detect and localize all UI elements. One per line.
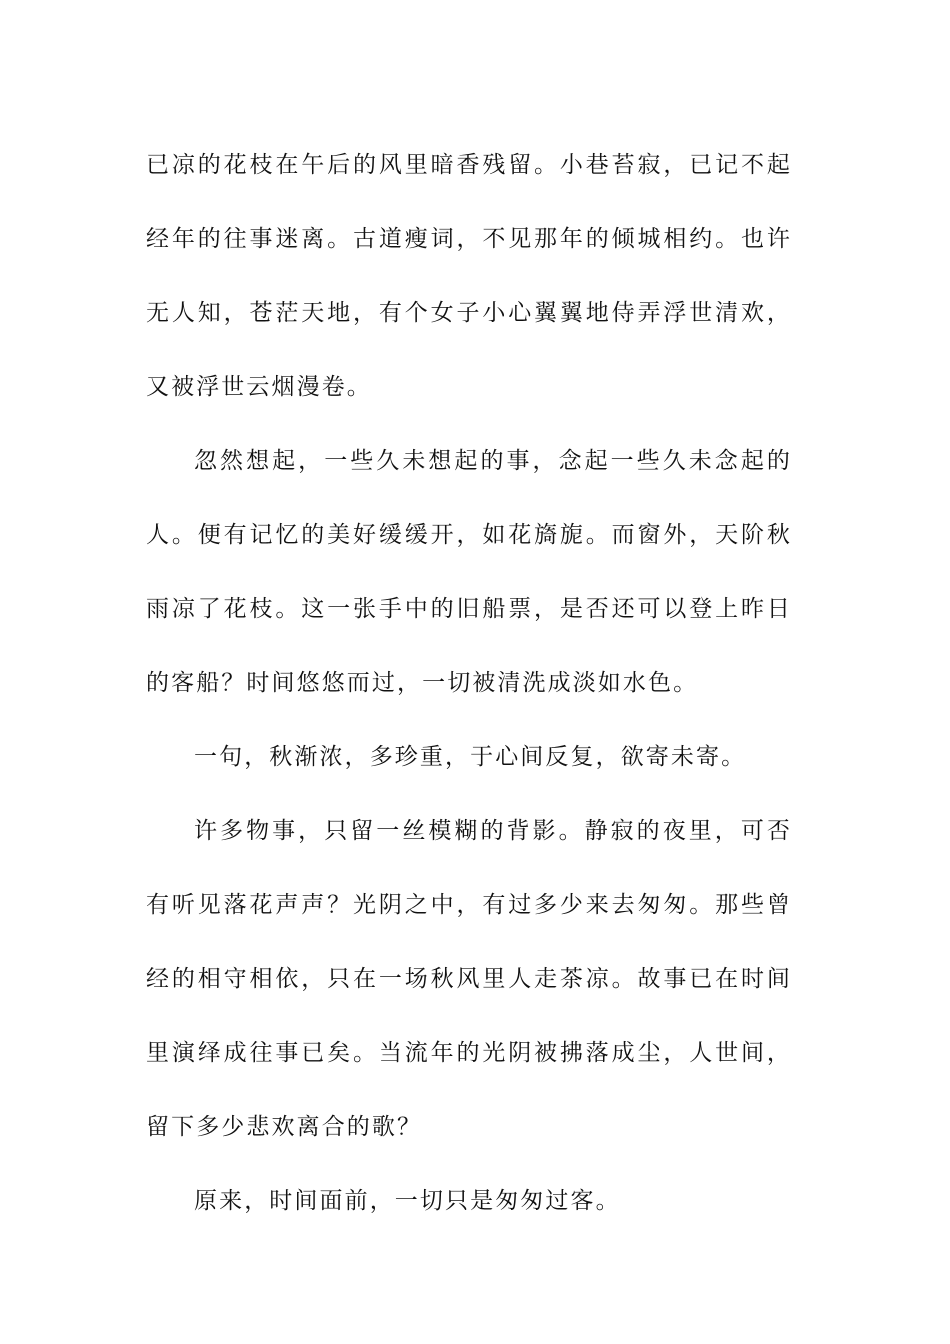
- paragraph-5: 原来，时间面前，一切只是匆匆过客。: [194, 1188, 621, 1214]
- paragraph-2: 忽然想起，一些久未想起的事，念起一些久未念起的人。便有记忆的美好缓缓开，如花旖旎。而窗外，天阶秋雨凉了花枝。这一张手中的旧船票，是否还可以登上昨日的客船？时间悠悠而过，一切被清洗成淡如水色。: [146, 448, 792, 696]
- paragraph-1: 已凉的花枝在午后的风里暗香残留。小巷苔寂，已记不起经年的往事迷离。古道瘦词，不见那年的倾城相约。也许无人知，苍茫天地，有个女子小心翼翼地侍弄浮世清欢，又被浮世云烟漫卷。: [146, 152, 792, 400]
- paragraph-3: 一句，秋渐浓，多珍重，于心间反复，欲寄未寄。: [194, 744, 747, 770]
- document-body: [146, 128, 792, 1238]
- paragraph-4: 许多物事，只留一丝模糊的背影。静寂的夜里，可否有听见落花声声？光阴之中，有过多少来去匆匆。那些曾经的相守相依，只在一场秋风里人走茶凉。故事已在时间里演绎成往事已矣。当流年的光阴被拂落成尘，人世间，留下多少悲欢离合的歌？: [146, 818, 792, 1140]
